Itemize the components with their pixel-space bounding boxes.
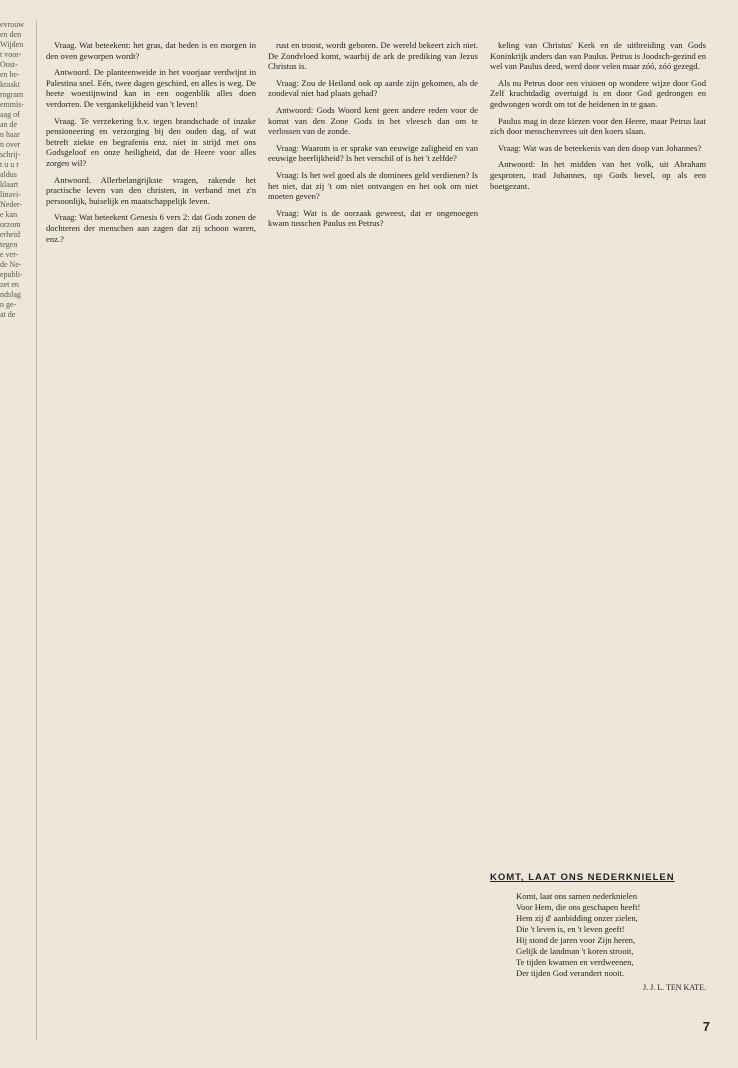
page-number: 7 xyxy=(702,1019,710,1034)
paragraph: Antwoord: In het midden van het volk, uit Abraham gesproten, trad Johannes, op Gods bevel, op als een boetgezant. xyxy=(490,159,706,191)
gutter-fragment: e kan xyxy=(0,210,18,219)
poem-line: Te tijden kwamen en verdweenen, xyxy=(516,957,634,967)
paragraph: Vraag: Waarom is er sprake van eeuwige zaligheid en van eeuwige heerlijkheid? Is het verschil of is het 't zelfde? xyxy=(268,142,478,164)
gutter-fragment: emmis- xyxy=(0,100,24,109)
paragraph: rust en troost, wordt geboren. De wereld bekeert zich niet. De Zondvloed komt, waarbij de ark de prediking van Jezus Christus is. xyxy=(268,40,478,72)
paragraph: Vraag: Wat was de beteekenis van den doop van Johannes? xyxy=(498,142,702,153)
poem xyxy=(490,872,706,992)
gutter-fragment: ndslag xyxy=(0,290,21,299)
poem-line: Voor Hem, die ons geschapen heeft! xyxy=(516,902,641,912)
gutter-fragment: de Ne- xyxy=(0,260,22,269)
paragraph: Paulus mag in deze kiezen voor den Heere, maar Petrus laat zich door menschenvrees uit den koers slaan. xyxy=(490,115,706,137)
gutter-fragment: at de xyxy=(0,310,16,319)
poem-line: Komt, laat ons samen nederknielen xyxy=(516,891,637,901)
paragraph: keling van Christus' Kerk en de uitbreiding van Gods Koninkrijk anders dan van Paulus. Petrus is Joodsch-gezind en wel van Paulus deed, werd door velen maar zóó, zóó gezegd. xyxy=(490,40,707,72)
paragraph: Vraag: Wat beteekent Genesis 6 vers 2: dat Gods zonen de dochteren der menschen aan zagen dat zij schoon waren, enz.? xyxy=(46,212,256,244)
left-gutter xyxy=(0,20,37,1040)
gutter-fragment: evrouw xyxy=(0,20,24,29)
gutter-fragment: aag of xyxy=(0,110,20,119)
gutter-fragment: en den xyxy=(0,30,22,39)
column-2 xyxy=(268,40,478,235)
poem-author: J. J. L. TEN KATE. xyxy=(643,983,706,992)
gutter-fragment: t voor- xyxy=(0,50,22,59)
gutter-fragment: epubli- xyxy=(0,270,23,279)
gutter-fragment: erheid xyxy=(0,230,20,239)
column-1 xyxy=(46,40,256,250)
gutter-fragment: n ge- xyxy=(0,300,17,309)
paragraph: Antwoord: Gods Woord kent geen andere reden voor de komst van den Zone Gods in het vleesch dan om te verlossen van de zonde. xyxy=(268,104,478,137)
gutter-fragment: n over xyxy=(0,140,21,149)
gutter-fragment: en be- xyxy=(0,70,20,79)
gutter-fragment: Neder- xyxy=(0,200,23,209)
paragraph: Als nu Petrus door een visioen op wondere wijze door God Zelf krachtdadig overtuigd is en door God gedrongen en gedwongen wordt om tot de heidenen in te gaan. xyxy=(490,77,706,109)
paragraph: Vraag: Wat is de oorzaak geweest, dat er ongenoegen kwam tusschen Paulus en Petrus? xyxy=(268,207,478,229)
paragraph: Vraag: Zou de Heiland ook op aarde zijn gekomen, als de zondeval niet had plaats gehad? xyxy=(268,77,478,99)
gutter-fragment: an de xyxy=(0,120,18,129)
gutter-fragment: linavi- xyxy=(0,190,21,199)
poem-line: Der tijden God verandert nooit. xyxy=(516,968,625,978)
gutter-fragment: schrij- xyxy=(0,150,21,159)
gutter-fragment: orzom xyxy=(0,220,21,229)
paragraph: Vraag. Wat beteekent: het gras, dat heden is en morgen in den oven geworpen wordt? xyxy=(46,40,256,61)
gutter-fragment: Oost- xyxy=(0,60,18,69)
poem-line: Hem zij d' aanbidding onzer zielen, xyxy=(516,913,638,923)
gutter-fragment: rogram xyxy=(0,90,24,99)
paragraph: Vraag: Is het wel goed als de dominees geld verdienen? Is het niet, dat zij 't om niet ontvangen en het ook om niet moeten geven? xyxy=(268,169,478,202)
paragraph: Antwoord. Allerbelangrijkste vragen, rakende het practische leven van den christen, in verband met z'n persoonlijk, huiselijk en maatschappelijk leven. xyxy=(46,174,256,206)
poem-line: Die 't leven is, en 't leven geeft! xyxy=(516,924,625,934)
gutter-fragment: e ver- xyxy=(0,250,19,259)
gutter-fragment: klaart xyxy=(0,180,19,189)
gutter-fragment: tegen xyxy=(0,240,18,249)
gutter-fragment: n haar xyxy=(0,130,20,139)
column-3 xyxy=(490,40,706,197)
paragraph: Antwoord. De planteenweide in het voorjaar verdwijnt in Palestina snel. Eén, twee dagen geschied, en alles is weg. De heete woestijnwind kan in een oogenblik alles doen verdorren. De vergankelijkheid van 't leven! xyxy=(46,67,256,109)
gutter-fragment: aldus xyxy=(0,170,17,179)
gutter-fragment: zet en xyxy=(0,280,19,289)
paragraph: Vraag. Te verzekering b.v. tegen brandschade of inzake pensioneering en verzorging bij den ouden dag, of wat betreft ziekte en begrafenis enz. niet in strijd met ons Godsgeloof en onze heiligheid, dat de Heere voor alles zorgen wil? xyxy=(46,115,256,168)
poem-line: Gelijk de landman 't koren strooit, xyxy=(516,946,634,956)
gutter-fragment: kraakt xyxy=(0,80,20,89)
poem-title: KOMT, LAAT ONS NEDERKNIELEN xyxy=(490,872,675,883)
gutter-fragment: Wijden xyxy=(0,40,24,49)
gutter-fragment: t u u r xyxy=(0,160,19,169)
poem-line: Hij stond de jaren voor Zijn heren, xyxy=(516,935,636,945)
